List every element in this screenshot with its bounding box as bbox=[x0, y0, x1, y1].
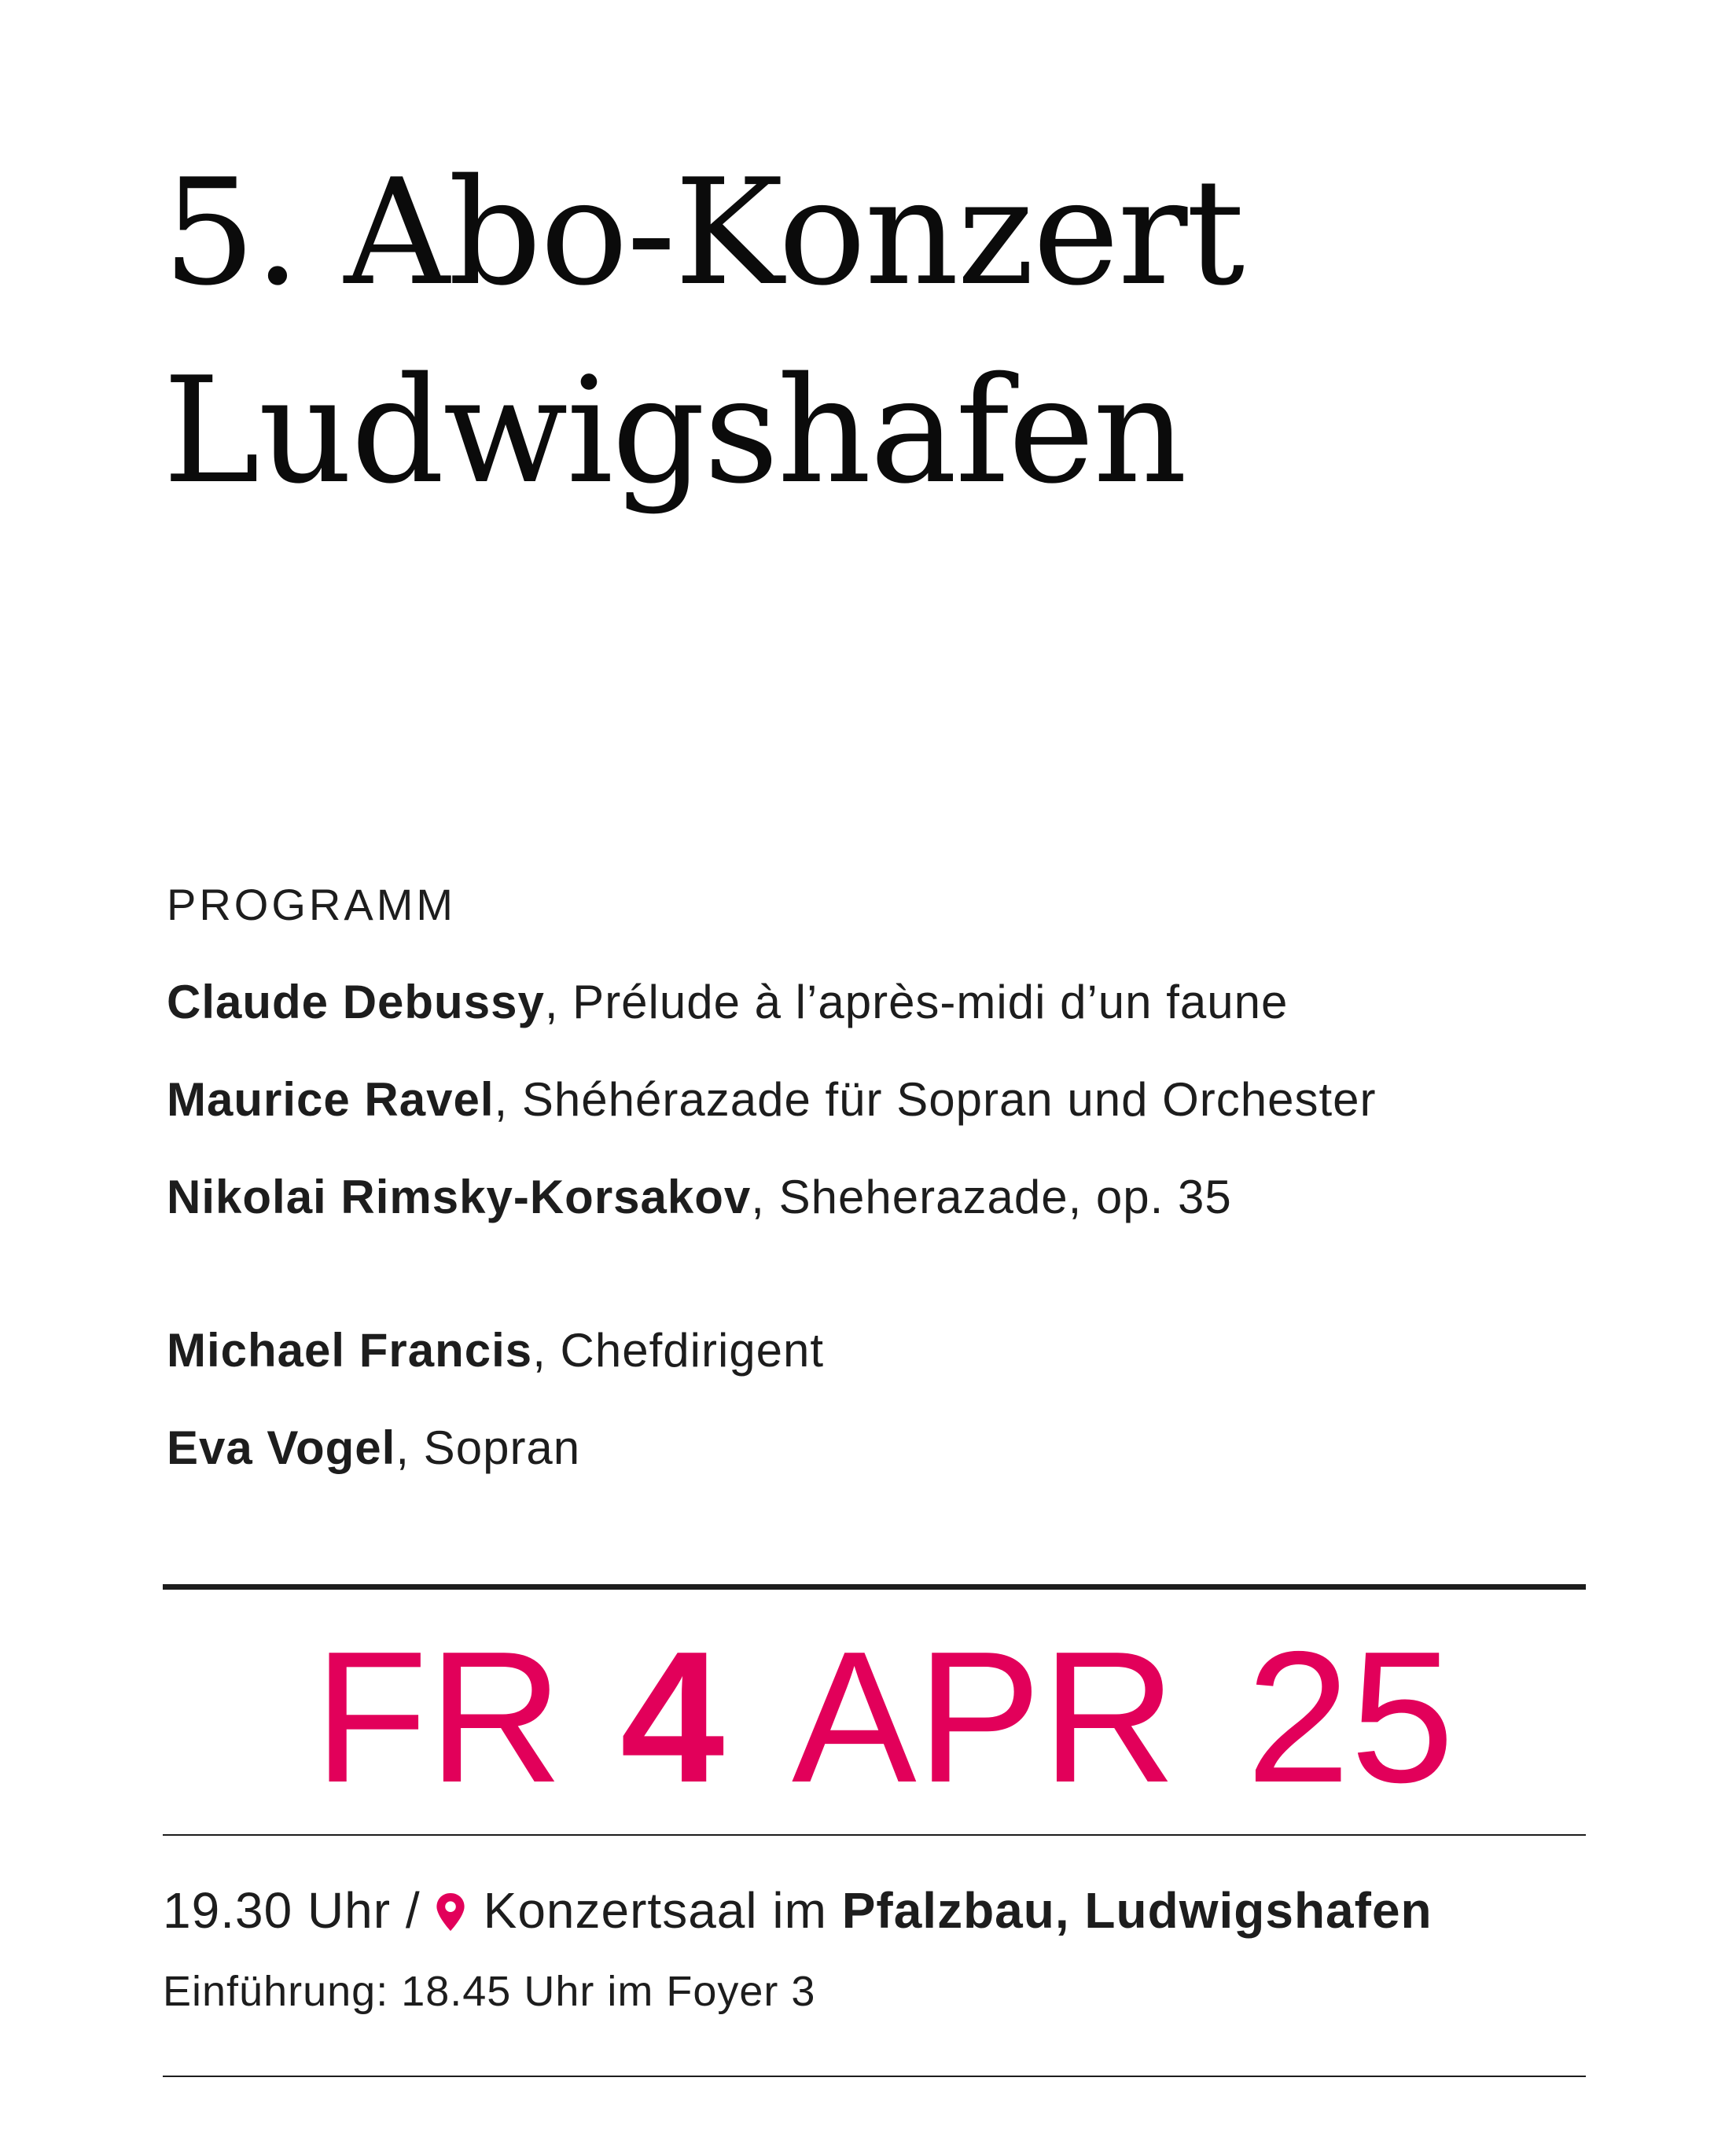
program-list bbox=[167, 954, 1377, 1246]
work-title: , Shéhérazade für Sopran und Orchester bbox=[494, 1073, 1377, 1126]
date-month: APR bbox=[792, 1613, 1177, 1822]
location-pin-icon bbox=[435, 1892, 466, 1932]
artist-role: , Chefdirigent bbox=[532, 1324, 825, 1377]
concert-title-line-1: 5. Abo-Konzert bbox=[163, 147, 1244, 318]
date-year: 25 bbox=[1246, 1613, 1455, 1822]
concert-date bbox=[163, 1613, 1586, 1822]
artist-item bbox=[167, 1399, 824, 1497]
time-separator: / bbox=[391, 1882, 421, 1939]
concert-title-line-2: Ludwigshafen bbox=[163, 345, 1186, 516]
program-item bbox=[167, 1149, 1377, 1246]
venue-place: Pfalzbau, Ludwigshafen bbox=[841, 1882, 1433, 1939]
introduction-info: Einführung: 18.45 Uhr im Foyer 3 bbox=[163, 1968, 816, 2015]
composer-name: Nikolai Rimsky-Korsakov bbox=[167, 1171, 752, 1223]
artist-name: Michael Francis bbox=[167, 1324, 533, 1377]
bottom-divider bbox=[163, 2076, 1586, 2077]
artist-list bbox=[167, 1302, 824, 1497]
program-item bbox=[167, 954, 1377, 1051]
time-venue-line bbox=[163, 1879, 1433, 1942]
program-label: PROGRAMM bbox=[167, 880, 456, 929]
date-divider-top bbox=[163, 1584, 1586, 1590]
composer-name: Maurice Ravel bbox=[167, 1073, 495, 1126]
concert-title bbox=[163, 134, 1657, 530]
artist-item bbox=[167, 1302, 824, 1399]
venue-hall: Konzertsaal im bbox=[483, 1882, 842, 1939]
start-time: 19.30 Uhr bbox=[163, 1882, 392, 1939]
artist-name: Eva Vogel bbox=[167, 1421, 396, 1474]
work-title: , Prélude à l’après-midi d’un faune bbox=[544, 976, 1289, 1028]
date-day: 4 bbox=[620, 1613, 725, 1822]
date-divider-bottom bbox=[163, 1834, 1586, 1836]
composer-name: Claude Debussy bbox=[167, 976, 545, 1028]
artist-role: , Sopran bbox=[395, 1421, 581, 1474]
program-item bbox=[167, 1051, 1377, 1149]
date-weekday: FR bbox=[314, 1613, 564, 1822]
work-title: , Sheherazade, op. 35 bbox=[751, 1171, 1232, 1223]
